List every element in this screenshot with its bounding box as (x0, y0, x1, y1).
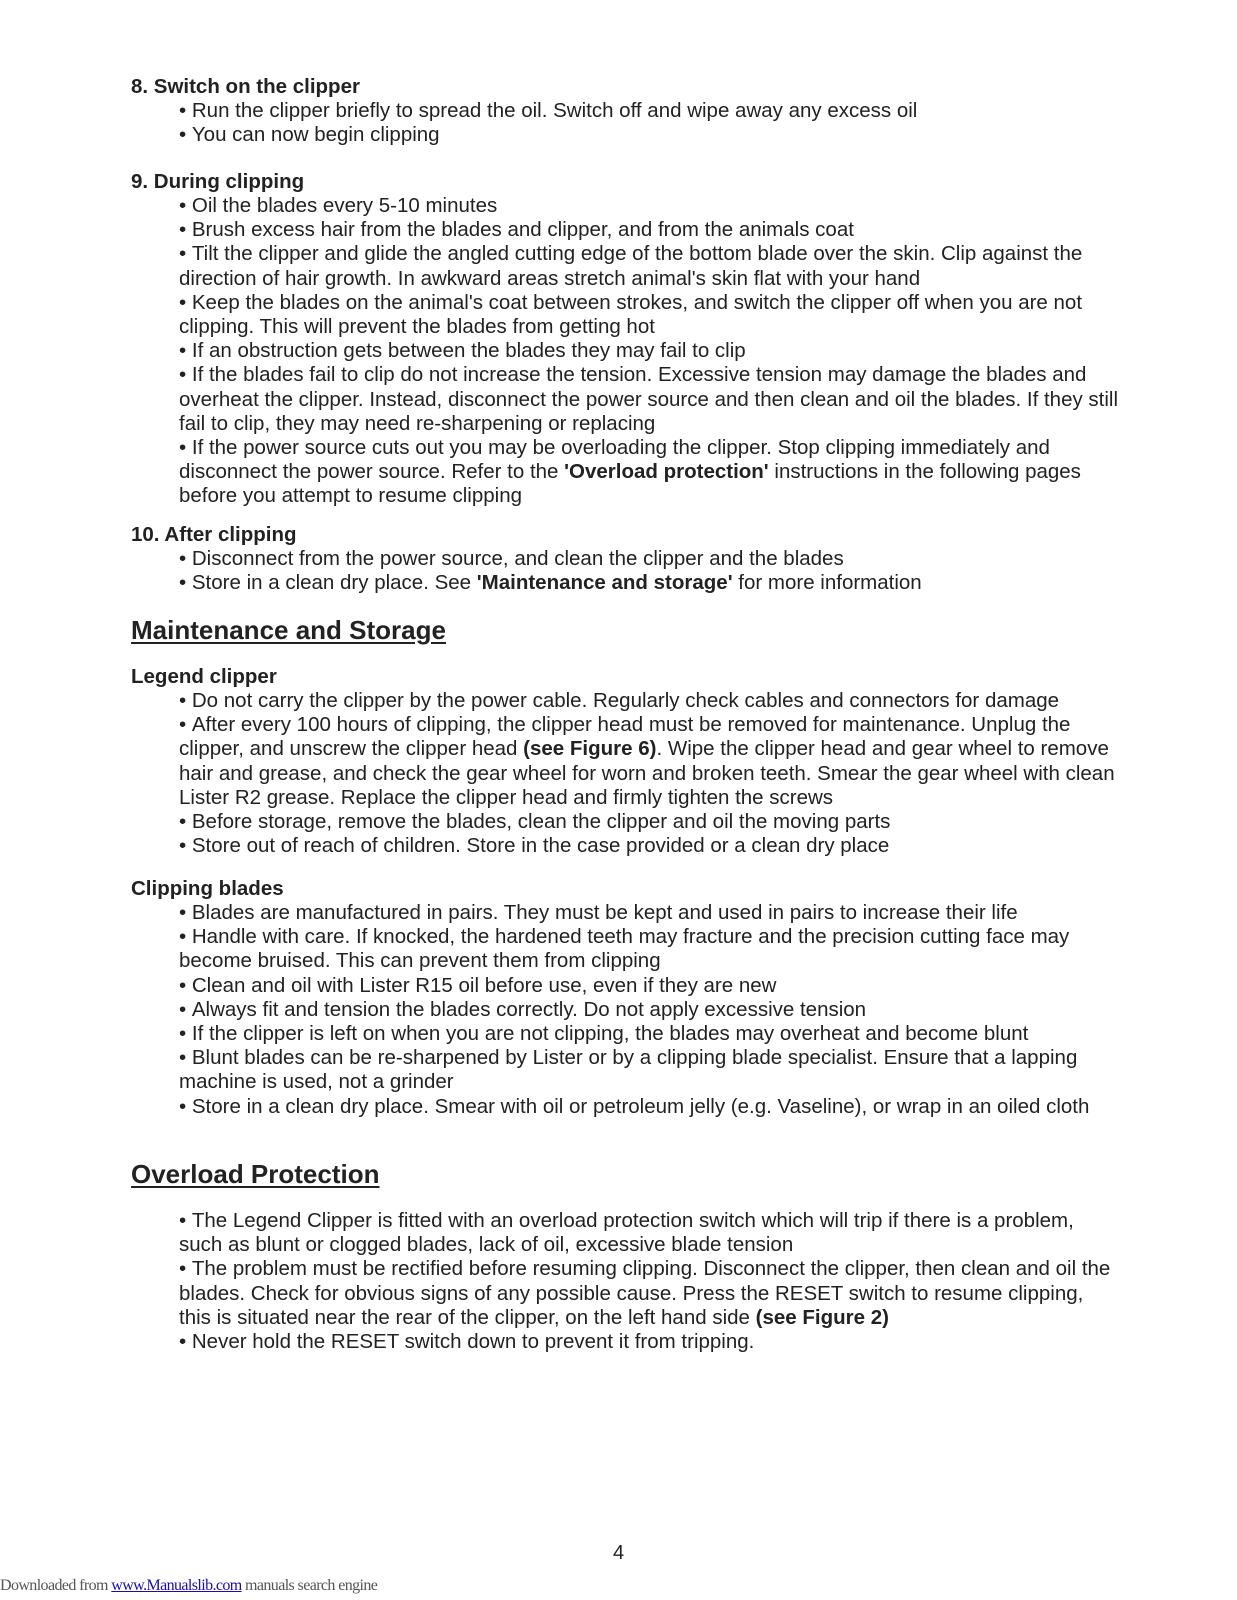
footer-suffix: manuals search engine (241, 1577, 378, 1594)
page-number: 4 (612, 1542, 625, 1564)
list-item: • Before storage, remove the blades, clean the clipper and oil the moving parts (179, 810, 1119, 834)
item-text: instructions in the following pages before you attempt to resume clipping (179, 460, 1081, 508)
list-item (179, 436, 1119, 509)
bold-reference: (see Figure 2) (755, 1305, 889, 1329)
list-item: • If the blades fail to clip do not increase the tension. Excessive tension may damage the blades and overheat the clipper. Instead, disconnect the power source and then clean and oil the blades. If they still fail to clip, they may need re-sharpening or replacing (179, 363, 1119, 436)
list-item: • Disconnect from the power source, and clean the clipper and the blades (179, 547, 1119, 571)
list-item: • The Legend Clipper is fitted with an overload protection switch which will trip if there is a problem, such as blunt or clogged blades, lack of oil, excessive blade tension (179, 1209, 1119, 1257)
list-item: • Always fit and tension the blades correctly. Do not apply excessive tension (179, 998, 1119, 1022)
section-title-after-clipping: 10. After clipping (131, 523, 297, 546)
list-item: • Do not carry the clipper by the power cable. Regularly check cables and connectors for damage (179, 689, 1119, 713)
clipping-blades-list (179, 901, 1119, 1119)
list-item: • Run the clipper briefly to spread the oil. Switch off and wipe away any excess oil (179, 99, 1119, 123)
list-item: • Tilt the clipper and glide the angled cutting edge of the bottom blade over the skin. Clip against the direction of hair growth. In awkward areas stretch animal's skin flat with your hand (179, 242, 1119, 290)
list-item: • You can now begin clipping (179, 123, 1119, 147)
item-text: The problem must be rectified before resuming clipping. Disconnect the clipper, then clean and oil the blades. Check for obvious signs of any possible cause. Press the RESET switch to resume clipping, this is situated near the rear of the clipper, on the left hand side (179, 1257, 1111, 1329)
list-item: • Clean and oil with Lister R15 oil before use, even if they are new (179, 974, 1119, 998)
footer-prefix: Downloaded from (0, 1577, 112, 1594)
manualslib-link[interactable]: www.Manualslib.com (111, 1577, 242, 1594)
section-title-clipping-blades: Clipping blades (131, 877, 284, 900)
list-item: • Oil the blades every 5-10 minutes (179, 194, 1119, 218)
item-text: If the power source cuts out you may be overloading the clipper. Stop clipping immediately and disconnect the power source. Refer to the (179, 436, 1050, 484)
section-title-switch-on: 8. Switch on the clipper (131, 75, 360, 98)
during-clipping-list (179, 194, 1119, 509)
bold-reference: 'Maintenance and storage' (476, 571, 733, 595)
overload-list (179, 1209, 1119, 1354)
footer (0, 1576, 377, 1596)
list-item (179, 1257, 1119, 1330)
list-item: • If an obstruction gets between the blades they may fail to clip (179, 339, 1119, 363)
list-item: • Blades are manufactured in pairs. They must be kept and used in pairs to increase their life (179, 901, 1119, 925)
list-item: • Store out of reach of children. Store in the case provided or a clean dry place (179, 834, 1119, 858)
bold-reference: 'Overload protection' (564, 460, 769, 484)
list-item (179, 571, 1119, 595)
section-title-legend-clipper: Legend clipper (131, 665, 277, 688)
list-item: • Never hold the RESET switch down to prevent it from tripping. (179, 1330, 1119, 1354)
maintenance-heading: Maintenance and Storage (131, 615, 446, 645)
after-clipping-list (179, 547, 1119, 595)
overload-heading: Overload Protection (131, 1159, 380, 1189)
bold-reference: (see Figure 6) (523, 737, 657, 761)
item-text: Store in a clean dry place. See (191, 571, 477, 595)
list-item: • If the clipper is left on when you are not clipping, the blades may overheat and become blunt (179, 1022, 1119, 1046)
list-item: • Store in a clean dry place. Smear with oil or petroleum jelly (e.g. Vaseline), or wrap in an oiled cloth (179, 1095, 1119, 1119)
item-text: . Wipe the clipper head and gear wheel to remove hair and grease, and check the gear wheel for worn and broken teeth. Smear the gear wheel with clean Lister R2 grease. Replace the clipper head and firmly tighten the screws (179, 737, 1115, 809)
legend-clipper-list (179, 689, 1119, 858)
list-item: • Keep the blades on the animal's coat between strokes, and switch the clipper off when you are not clipping. This will prevent the blades from getting hot (179, 291, 1119, 339)
list-item (179, 713, 1119, 810)
section-title-during-clipping: 9. During clipping (131, 170, 305, 193)
item-text: for more information (732, 571, 922, 595)
list-item: • Blunt blades can be re-sharpened by Lister or by a clipping blade specialist. Ensure that a lapping machine is used, not a grinder (179, 1046, 1119, 1094)
list-item: • Brush excess hair from the blades and clipper, and from the animals coat (179, 218, 1119, 242)
switch-on-list (179, 99, 1119, 147)
list-item: • Handle with care. If knocked, the hardened teeth may fracture and the precision cutting face may become bruised. This can prevent them from clipping (179, 925, 1119, 973)
item-text: After every 100 hours of clipping, the clipper head must be removed for maintenance. Unplug the clipper, and unscrew the clipper head (179, 713, 1071, 761)
